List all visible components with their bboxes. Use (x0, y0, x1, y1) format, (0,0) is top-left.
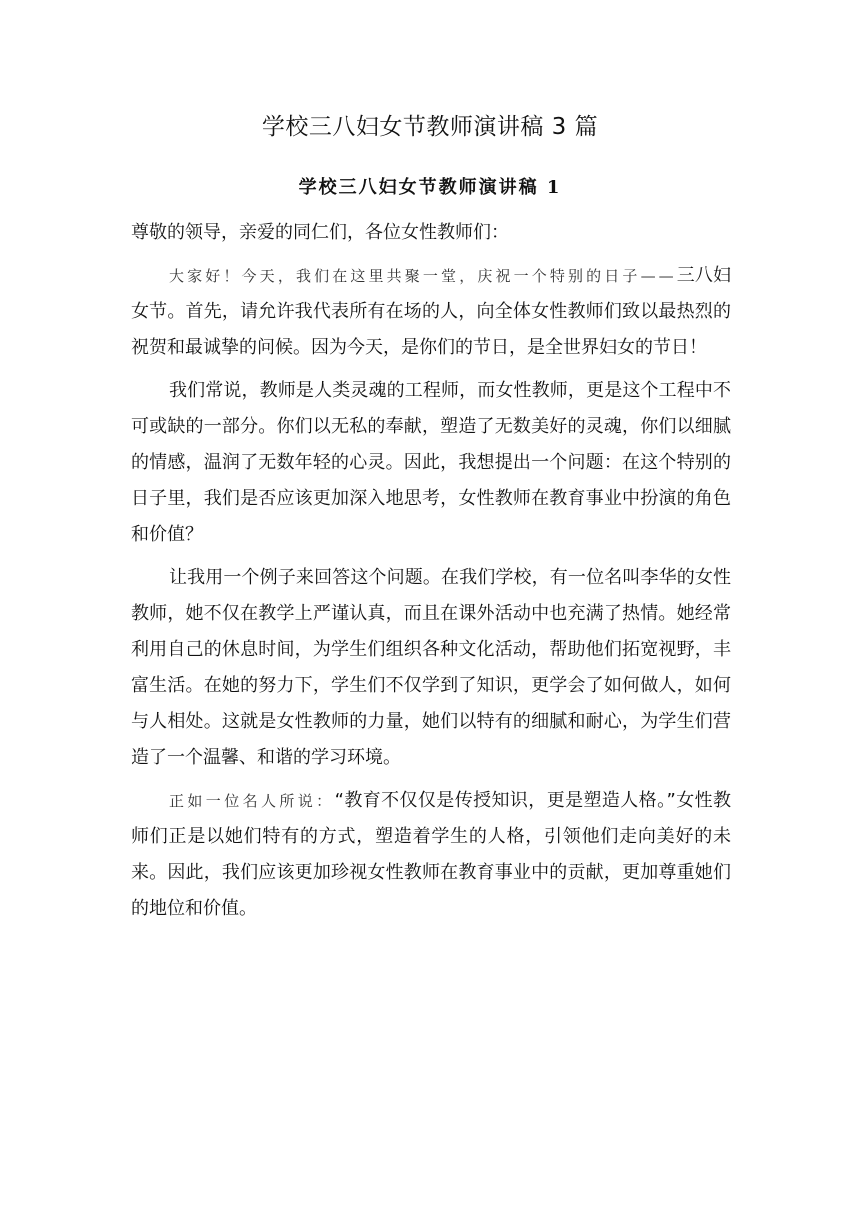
salutation: 尊敬的领导，亲爱的同仁们，各位女性教师们： (131, 222, 509, 243)
paragraph-greeting (131, 258, 731, 366)
paragraph-quote (131, 783, 731, 927)
paragraph-quote-rest: “教育不仅仅是传授知识，更是塑造人格。”女性教师们正是以她们特有的方式，塑造着学生的人格，引领他们走向美好的未来。因此，我们应该更加珍视女性教师在教育事业中的贡献，更加尊重她们的地位和价值。 (131, 790, 731, 919)
document-title: 学校三八妇女节教师演讲稿 3 篇 (261, 114, 599, 140)
paragraph-teachers: 我们常说，教师是人类灵魂的工程师，而女性教师，更是这个工程中不可或缺的一部分。你们以无私的奉献，塑造了无数美好的灵魂，你们以细腻的情感，温润了无数年轻的心灵。因此，我想提出一个问题：在这个特别的日子里，我们是否应该更加深入地思考，女性教师在教育事业中扮演的角色和价值？ (131, 380, 731, 545)
paragraph-greeting-rest: 三八妇女节。首先，请允许我代表所有在场的人，向全体女性教师们致以最热烈的祝贺和最诚挚的问候。因为今天，是你们的节日，是全世界妇女的节日！ (131, 265, 731, 358)
paragraph-example: 让我用一个例子来回答这个问题。在我们学校，有一位名叫李华的女性教师，她不仅在教学上严谨认真，而且在课外活动中也充满了热情。她经常利用自己的休息时间，为学生们组织各种文化活动，帮助他们拓宽视野，丰富生活。在她的努力下，学生们不仅学到了知识，更学会了如何做人，如何与人相处。这就是女性教师的力量，她们以特有的细腻和耐心，为学生们营造了一个温馨、和谐的学习环境。 (131, 567, 731, 768)
document-body (131, 215, 731, 934)
section-title: 学校三八妇女节教师演讲稿 1 (298, 177, 562, 198)
paragraph-quote-lead: 正如一位名人所说： (169, 792, 335, 810)
paragraph-greeting-lead: 大家好！今天，我们在这里共聚一堂，庆祝一个特别的日子—— (169, 267, 677, 285)
